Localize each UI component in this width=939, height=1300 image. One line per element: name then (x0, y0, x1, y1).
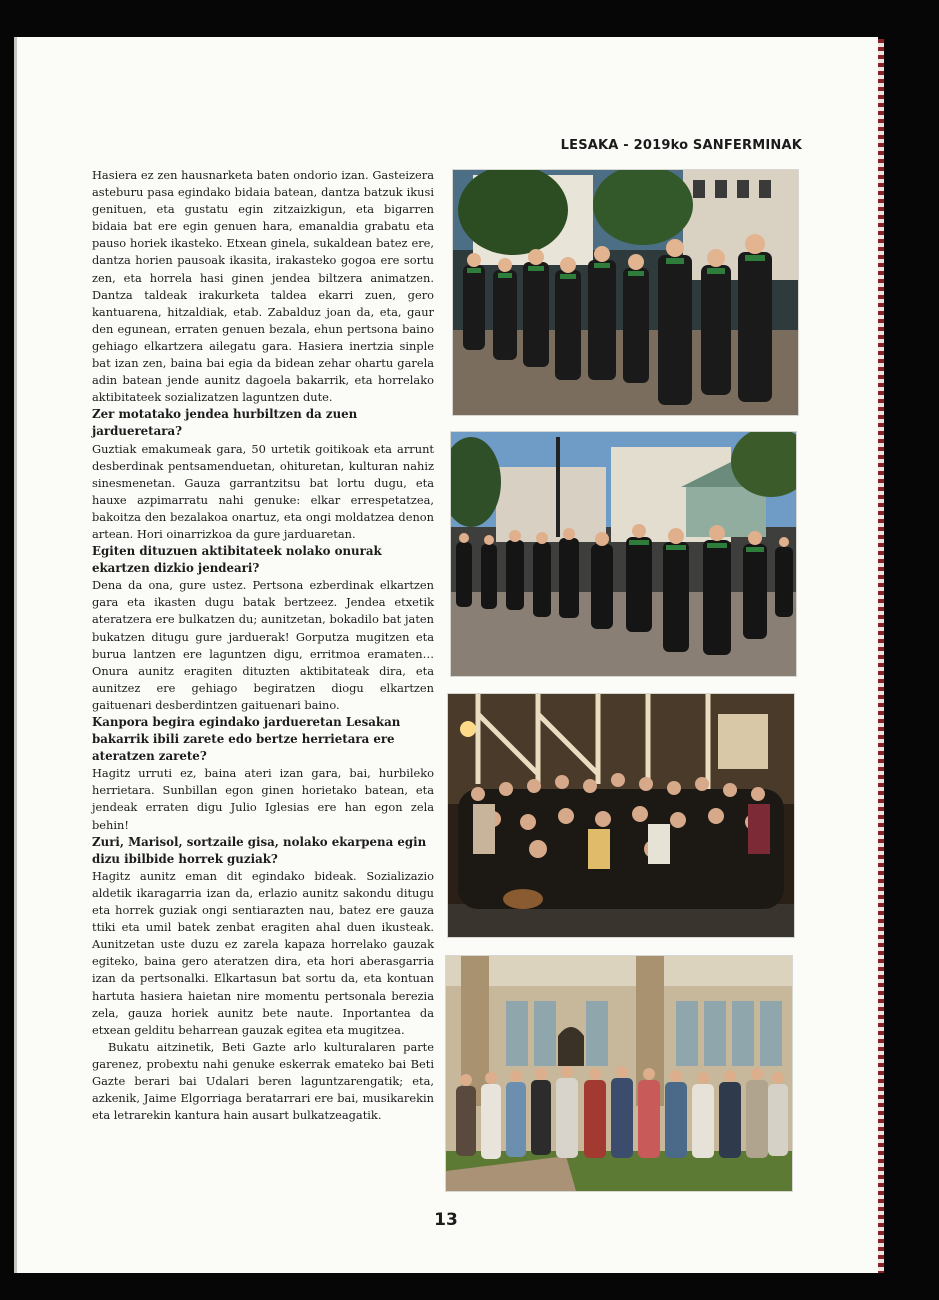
article-body (92, 167, 434, 1124)
photo-group-building (445, 955, 793, 1192)
answer-4: Hagitz aunitz eman dit egindako bideak. Sozializazio aldetik ikaragarria izan da, erlazio aunitz sakondu ditugu eta horrek guziak ongi sentiarazten nau, batez ere gauza ttiki eta umil batek zenbat eragiten ahal duen ikusteak. Aunitzetan uste duzu ez zarela kapaza horrelako gauzak egiteko, baina gero ateratzen dira, eta hori aberasgarria izan da pertsonalki. Elkartasun bat sortu da, eta kontuan hartuta hasiera haietan nire momentu pertsonala berezia zela, gauza horiek aunitz bete naute. Inportantea da etxean gelditu beharrean gauzak egitea eta mugitzea. (92, 868, 434, 1037)
answer-1: Guztiak emakumeak gara, 50 urtetik goitikoak eta arrunt desberdinak pentsamenduetan, ohituretan, kulturan nahiz sinesmenetan. Gauza garrantzitsu bat lortu dugu, eta hauxe azpimarratu nahi genuke: elkar errespetatzea, bakoitza den bezalakoa onartuz, eta ongi moldatzea denon artean. Hori oinarrizkoa da gure jarduaretan. (92, 441, 434, 541)
intro-paragraph: Hasiera ez zen hausnarketa baten ondorio izan. Gasteizera asteburu pasa egindako bidaia batean, dantza batzuk ikusi genituen, eta gustatu egin zitzaizkigun, eta bigarren bidaia bat ere egin genuen hara, emanaldia grabatu eta pauso horiek ikasteko. Etxean ginela, sukaldean batez ere, dantza horien pausoak ikasita, irakasteko gogoa ere sortu zen, eta horrela hasi ginen jendea biltzera animatzen. Dantza taldeak irakurketa taldea ekarri zuen, gero kantuarena, hitzaldiak, etab. Zabalduz joan da, eta, gaur den egunean, erraten genuen bezala, ehun pertsona baino gehiago elkartzera ailegatu gara. Hasiera inertzia sinple bat izan zen, baina bai egia da bidean zehar ohartu garela adin batean jende aunitz dagoela bakarrik, eta horrelako aktibitateek sozializatzen laguntzen dute. (92, 168, 434, 405)
photo-dancers-square (452, 169, 799, 416)
photo-group-night (447, 693, 795, 938)
section-header: LESAKA - 2019ko SANFERMINAK (560, 138, 802, 153)
page-number: 13 (434, 1210, 458, 1230)
magazine-page (14, 37, 878, 1273)
photo-dancers-plaza (450, 431, 797, 677)
answer-2: Dena da ona, gure ustez. Pertsona ezberdinak elkartzen gara eta ikasten dugu batak bertzeez. Jendea etxetik ateratzera ere bulkatzen du; aunitzetan, bokadilo bat jaten bukatzen ditugu gure jarduerak! Gorputza mugitzen eta burua lantzen ere laguntzen digu, erritmoa eramaten… Onura aunitz eragiten dituzten aktibitateak dira, eta aunitzez ere gehiago begiratzen diogu elkartzen gaituenari desberdintzen gaituenari baino. (92, 578, 434, 712)
answer-3: Hagitz urruti ez, baina ateri izan gara, bai, hurbileko herrietara. Sunbillan egon ginen horietako batean, eta jendeak erraten digu Julio Iglesias ere han egon zela behin! (92, 766, 434, 832)
question-2: Egiten dituzuen aktibitateek nolako onurak ekartzen dizkio jendeari? (92, 544, 382, 576)
question-3: Kanpora begira egindako jardueretan Lesakan bakarrik ibili zarete edo bertze herrietara ere ateratzen zarete? (92, 715, 401, 764)
page-fold-shadow (14, 37, 17, 1273)
question-4: Zuri, Marisol, sortzaile gisa, nolako ekarpena egin dizu ibilbide horrek guziak? (92, 834, 427, 866)
closing-paragraph: Bukatu aitzinetik, Beti Gazte arlo kulturalaren parte garenez, probextu nahi genuke eskerrak emateko bai Beti Gazte berari bai Udalari beren laguntzarengatik; eta, azkenik, Jaime Elgorriaga beratarrari ere bai, musikarekin eta letrarekin kantura hain ausart bulkatzeagatik. (92, 1039, 434, 1123)
question-1: Zer motatako jendea hurbiltzen da zuen jardueretara? (92, 407, 358, 439)
binding-edge (878, 39, 884, 1273)
